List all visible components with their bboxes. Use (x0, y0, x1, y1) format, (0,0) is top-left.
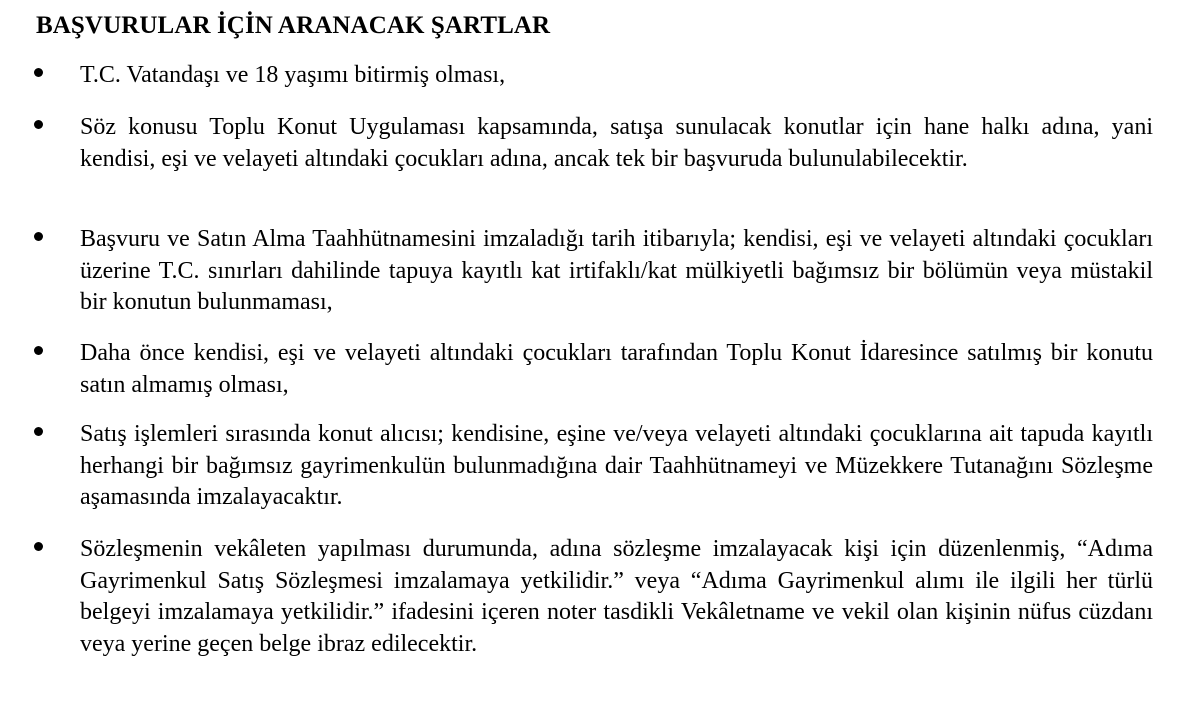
bullet-icon (34, 120, 43, 129)
bullet-icon (34, 427, 43, 436)
list-item-text: Söz konusu Toplu Konut Uygulaması kapsamında, satışa sunulacak konutlar için hane halkı adına, yani kendisi, eşi ve velayeti altındaki çocukları adına, ancak tek bir başvuruda bulunulabilecektir. (80, 114, 1153, 172)
list-item-text: T.C. Vatandaşı ve 18 yaşımı bitirmiş olması, (80, 62, 506, 88)
list-item-text: Satış işlemleri sırasında konut alıcısı; kendisine, eşine ve/veya velayeti altındaki çocuklarına ait tapuda kayıtlı herhangi bir bağımsız gayrimenkulün bulunmadığına dair Taahhütnameyi ve Müzekkere Tutanağını Sözleşme aşamasında imzalayacaktır. (80, 421, 1153, 510)
list-item-text: Daha önce kendisi, eşi ve velayeti altındaki çocukları tarafından Toplu Konut İdaresince satılmış bir konutu satın almamış olması, (80, 340, 1153, 398)
list-item-text: Başvuru ve Satın Alma Taahhütnamesini imzaladığı tarih itibarıyla; kendisi, eşi ve velayeti altındaki çocukları üzerine T.C. sınırları dahilinde tapuya kayıtlı kat irtifaklı/kat mülkiyetli bağımsız bir bölümün veya müstakil bir konutun bulunmaması, (80, 226, 1153, 315)
bullet-icon (34, 232, 43, 241)
bullet-icon (34, 542, 43, 551)
page-title: BAŞVURULAR İÇİN ARANACAK ŞARTLAR (36, 12, 551, 39)
bullet-icon (34, 68, 43, 77)
list-item-text: Sözleşmenin vekâleten yapılması durumunda, adına sözleşme imzalayacak kişi için düzenlenmiş, “Adıma Gayrimenkul Satış Sözleşmesi imzalamaya yetkilidir.” veya “Adıma Gayrimenkul alımı ile ilgili her türlü belgeyi imzalamaya yetkilidir.” ifadesini içeren noter tasdikli Vekâletname ve vekil olan kişinin nüfus cüzdanı veya yerine geçen belge ibraz edilecektir. (80, 536, 1153, 657)
bullet-icon (34, 346, 43, 355)
